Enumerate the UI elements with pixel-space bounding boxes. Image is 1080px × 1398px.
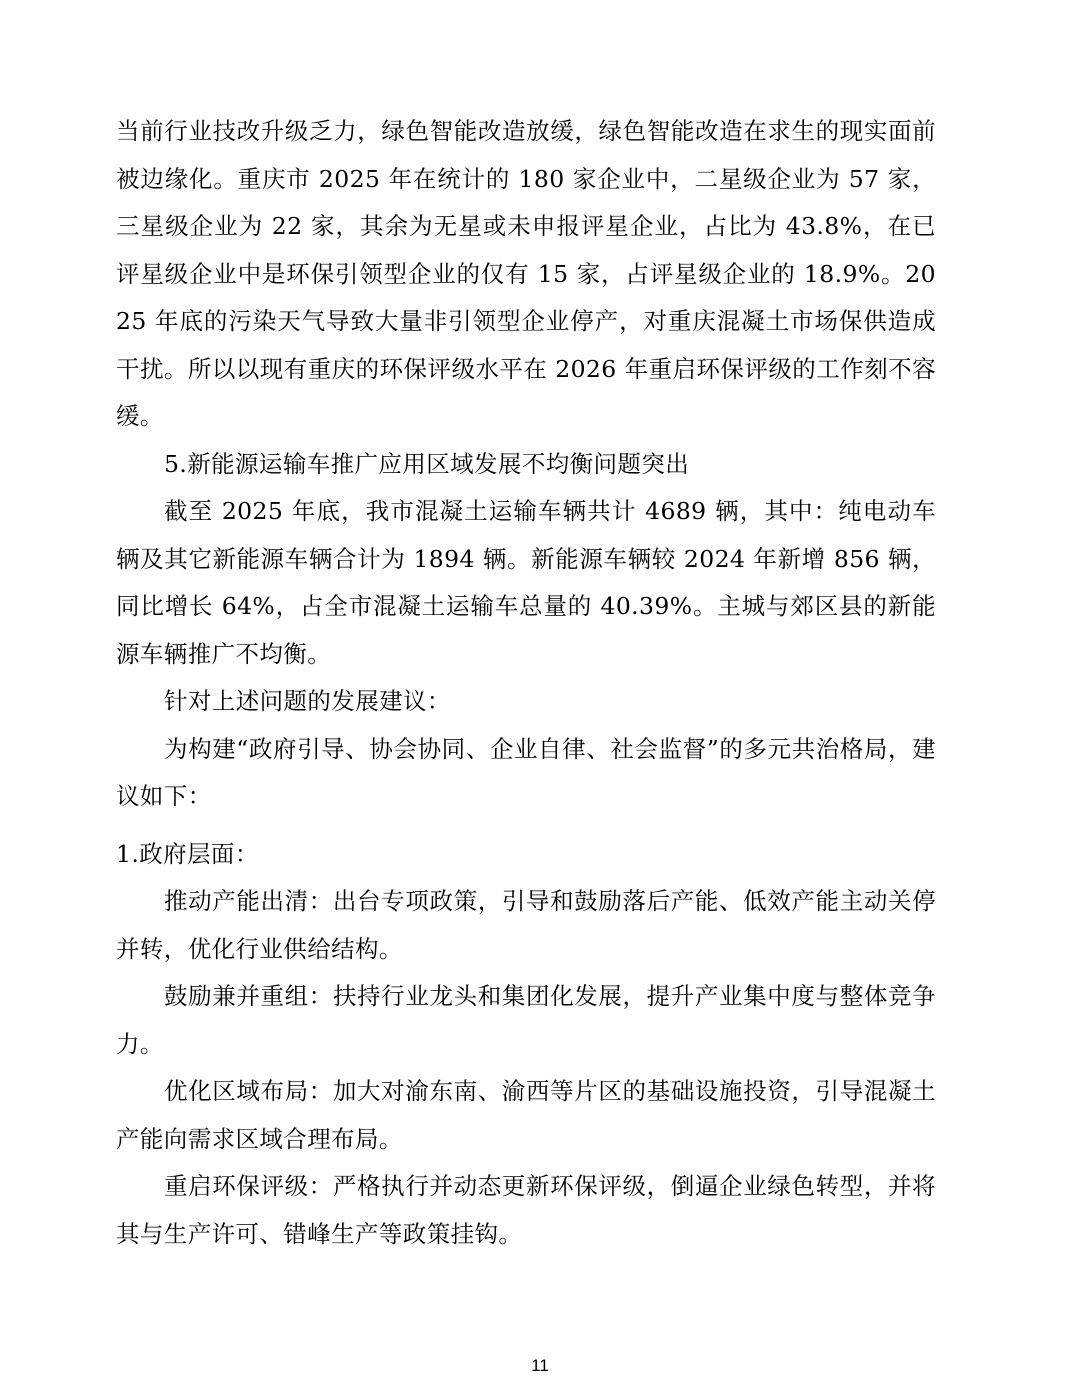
paragraph-suggestions-intro: 针对上述问题的发展建议： [164, 687, 451, 715]
paragraph-mergers: 鼓励兼并重组：扶持行业龙头和集团化发展，提升产业集中度与整体竞争力。 [116, 982, 936, 1058]
section-heading-government: 1.政府层面： [116, 839, 259, 868]
paragraph-capacity-clearance: 推动产能出清：出台专项政策，引导和鼓励落后产能、低效产能主动关停并转，优化行业供给结构。 [116, 887, 936, 963]
page-number: 11 [531, 1356, 549, 1375]
document-body [116, 108, 936, 1258]
paragraph-rating-status: 当前行业技改升级乏力，绿色智能改造放缓，绿色智能改造在求生的现实面前被边缘化。重庆市 2025 年在统计的 180 家企业中，二星级企业为 57 家，三星级企业为 22 家，其余为无星或未申报评星企业，占比为 43.8%，在已评星级企业中是环保引领型企业的仅有 15 家，占评星级企业的 18.9%。2025 年底的污染天气导致大量非引领型企业停产，对重庆混凝土市场保供造成干扰。所以以现有重庆的环保评级水平在 2026 年重启环保评级的工作刻不容缓。 [116, 117, 936, 430]
paragraph-governance-structure: 为构建“政府引导、协会协同、企业自律、社会监督”的多元共治格局，建议如下： [116, 734, 936, 810]
section-heading-new-energy: 5.新能源运输车推广应用区域发展不均衡问题突出 [164, 449, 690, 478]
paragraph-environmental-rating: 重启环保评级：严格执行并动态更新环保评级，倒逼企业绿色转型，并将其与生产许可、错峰生产等政策挂钩。 [116, 1172, 936, 1248]
paragraph-regional-layout: 优化区域布局：加大对渝东南、渝西等片区的基础设施投资，引导混凝土产能向需求区域合理布局。 [116, 1077, 936, 1153]
paragraph-new-energy-vehicles: 截至 2025 年底，我市混凝土运输车辆共计 4689 辆，其中：纯电动车辆及其它新能源车辆合计为 1894 辆。新能源车辆较 2024 年新增 856 辆，同比增长 64%，占全市混凝土运输车总量的 40.39%。主城与郊区县的新能源车辆推广不均衡。 [116, 497, 936, 668]
